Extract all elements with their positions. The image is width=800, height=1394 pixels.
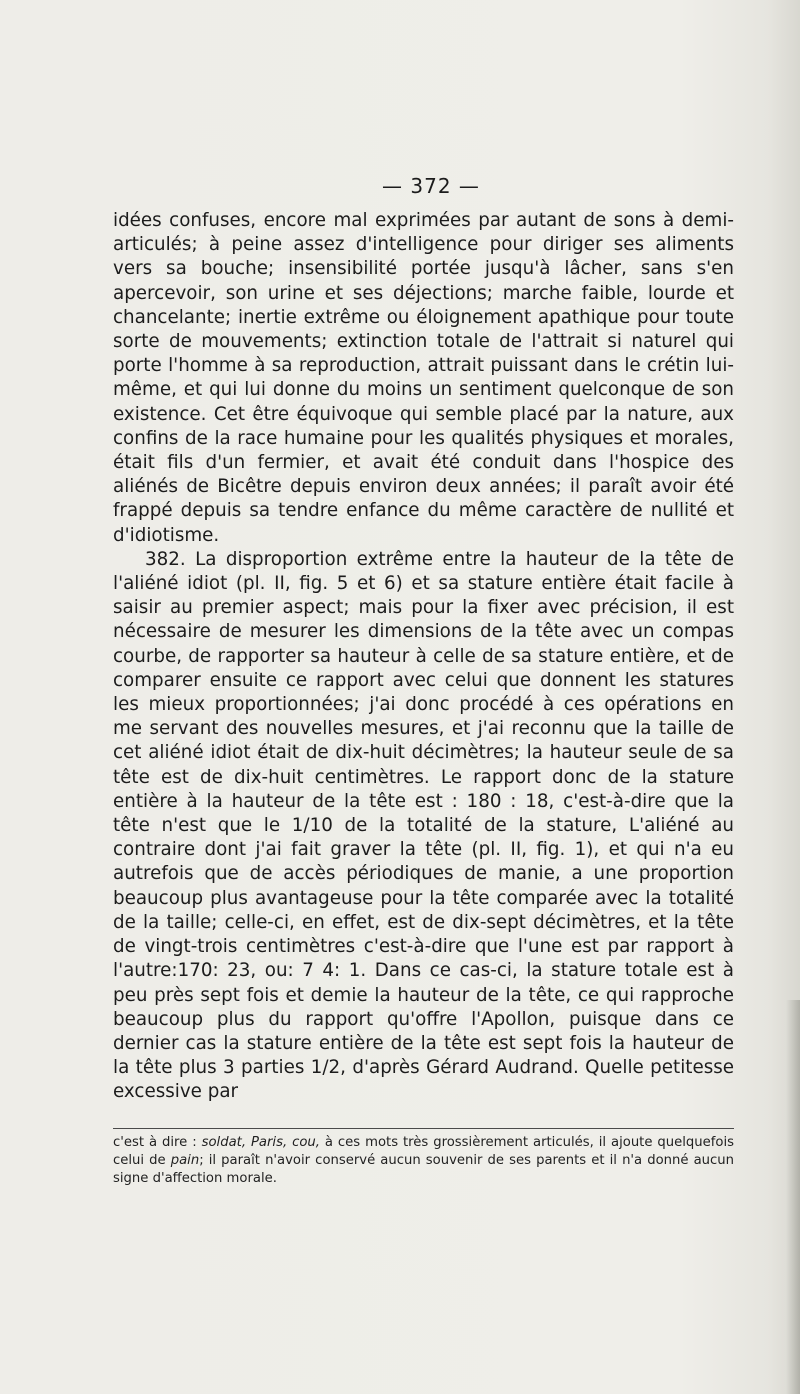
footnote — [113, 1134, 734, 1188]
footnote-rule — [113, 1128, 734, 1129]
paragraph-382: 382. La disproportion extrême entre la hauteur de la tête de l'aliéné idiot (pl. II, fig. 5 et 6) et sa stature entière était facile à saisir au premier aspect; mais pour la fixer avec précision, il est nécessaire de mesurer les dimensions de la tête avec un compas courbe, de rapporter sa hauteur à celle de sa stature entière, et de comparer ensuite ce rapport avec celui que donnent les statures les mieux proportionnées; j'ai donc procédé à ces opérations en me servant des nouvelles mesures, et j'ai reconnu que la taille de cet aliéné idiot était de dix-huit décimètres; la hauteur seule de sa tête est de dix-huit centimètres. Le rapport donc de la stature entière à la hauteur de la tête est : 180 : 18, c'est-à-dire que la tête n'est que le 1/10 de la totalité de la stature, L'aliéné au contraire dont j'ai fait graver la tête (pl. II, fig. 1), et qui n'a eu autrefois que de accès périodiques de manie, a une proportion beaucoup plus avantageuse pour la tête comparée avec la totalité de la taille; celle-ci, en effet, est de dix-sept décimètres, et la tête de vingt-trois centimètres c'est-à-dire que l'une est par rapport à l'autre:170: 23, ou: 7 4: 1. Dans ce cas-ci, la stature totale est à peu près sept fois et demie la hauteur de la tête, ce qui rapproche beaucoup plus du rapport qu'offre l'Apollon, puisque dans ce dernier cas la stature entière de la tête est sept fois la hauteur de la tête plus 3 parties 1/2, d'après Gérard Audrand. Quelle petitesse excessive par — [113, 548, 734, 1103]
footnote-italic-words: soldat, Paris, cou, — [201, 1135, 320, 1150]
page-number: — 372 — — [382, 174, 480, 198]
page-edge-shadow — [786, 1000, 800, 1394]
paragraph-continued: idées confuses, encore mal exprimées par autant de sons à demi-articulés; à peine assez d'intelligence pour diriger ses aliments vers sa bouche; insensibilité portée jusqu'à lâcher, sans s'en apercevoir, son urine et ses déjections; marche faible, lourde et chancelante; inertie extrême ou éloignement apathique pour toute sorte de mouvements; extinction totale de l'attrait si naturel qui porte l'homme à sa reproduction, attrait puissant dans le crétin lui-même, et qui lui donne du moins un sentiment quelconque de son existence. Cet être équivoque qui semble placé par la nature, aux confins de la race humaine pour les qualités physiques et morales, était fils d'un fermier, et avait été conduit dans l'hospice des aliénés de Bicêtre depuis environ deux années; il paraît avoir été frappé depuis sa tendre enfance du même caractère de nullité et d'idiotisme. — [113, 210, 734, 546]
body-text — [113, 209, 734, 1105]
footnote-middle: à ces mots très grossièrement articulés, il ajoute quelquefois celui de — [113, 1135, 734, 1168]
footnote-italic-pain: pain — [170, 1153, 200, 1168]
footnote-prefix: c'est à dire : — [113, 1135, 202, 1150]
footnote-text — [113, 1134, 734, 1188]
footnote-suffix: ; il paraît n'avoir conservé aucun souvenir de ses parents et il n'a donné aucun signe d'affection morale. — [113, 1153, 735, 1186]
